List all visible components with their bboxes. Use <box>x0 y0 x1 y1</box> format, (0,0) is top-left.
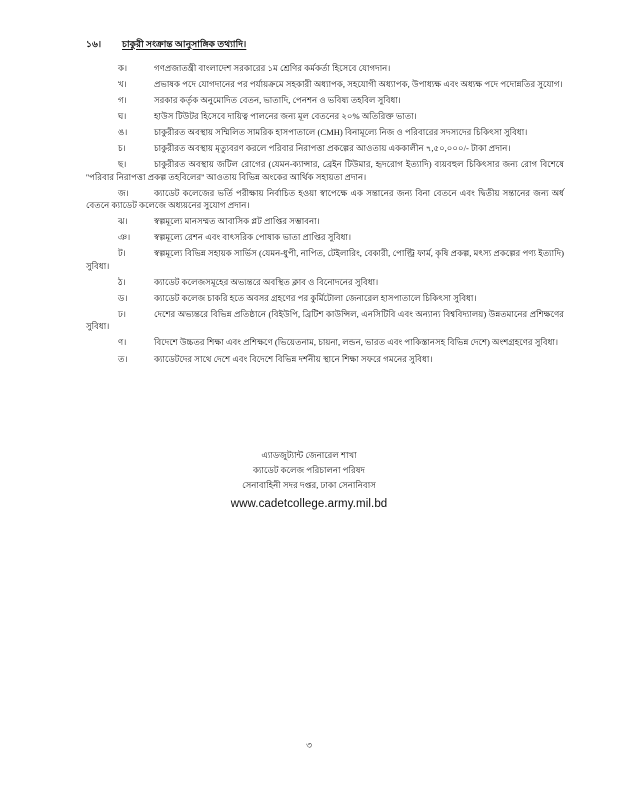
clause-item <box>86 94 564 106</box>
clause-marker: ঝ। <box>118 216 128 227</box>
clause-marker: জ। <box>118 187 129 198</box>
clause-text: সরকার কর্তৃক অনুমোদিত বেতন, ভাতাদি, পেনশন ও ভবিষ্য তহবিল সুবিধা। <box>154 95 401 106</box>
clause-marker: ঠ। <box>118 276 126 287</box>
section-heading <box>86 38 558 50</box>
clause-text: প্রভাষক পদে যোগদানের পর পর্যায়ক্রমে সহকারী অধ্যাপক, সহযোগী অধ্যাপক, উপাধ্যক্ষ এবং অধ্যক্ষ পদে পদোন্নতির সুযোগ। <box>154 79 563 90</box>
clause-item <box>86 215 564 227</box>
clause-text: বিদেশে উচ্চতর শিক্ষা এবং প্রশিক্ষণে (ভিয়েতনাম, চায়না, লন্ডন, ভারত এবং পাকিস্তানসহ বিভিন্ন দেশে) অংশগ্রহণের সুবিধা। <box>154 337 559 348</box>
clause-item <box>86 292 564 304</box>
clause-text: চাকুরীরত অবস্থায় মৃত্যুবরণ করলে পরিবার নিরাপত্তা প্রকল্পের আওতায় এককালীন ৭,৫০,০০০/- টাকা প্রদান। <box>154 143 511 154</box>
clause-text: স্বল্পমূল্যে রেশন এবং বাৎসরিক পোষাক ভাতা প্রাপ্তির সুবিধা। <box>154 232 352 243</box>
footer-address: সেনাবাহিনী সদর দপ্তর, ঢাকা সেনানিবাস <box>242 480 376 491</box>
clause-item <box>86 187 564 212</box>
clause-text: ক্যাডেটদের সাথে দেশে এবং বিদেশে বিভিন্ন দর্শনীয় স্থানে শিক্ষা সফরে গমনের সুবিধা। <box>154 353 433 364</box>
clause-item <box>86 158 564 183</box>
clause-marker: ণ। <box>118 337 127 348</box>
clause-marker: ট। <box>118 248 126 259</box>
clause-marker: খ। <box>118 79 127 90</box>
section-number: ১৬। <box>86 39 102 49</box>
clause-marker: ক। <box>118 63 128 73</box>
footer-office-branch: এ্যাডজুট্যান্ট জেনারেল শাখা <box>261 450 357 460</box>
clause-marker: চ। <box>118 143 126 154</box>
clause-text: ক্যাডেট কলেজসমূহের অভ্যন্তরে অবস্থিত ক্লাব ও বিনোদনের সুবিধা। <box>154 276 379 287</box>
clause-text: ক্যাডেট কলেজ চাকরি হতে অবসর গ্রহণের পর কুর্মিটোলা জেনারেল হাসপাতালে চিকিৎসা সুবিধা। <box>154 292 477 303</box>
clause-marker: ত। <box>118 353 128 364</box>
clause-item <box>86 276 564 288</box>
clause-marker: ঘ। <box>118 111 127 122</box>
clause-item <box>86 353 564 365</box>
clause-text: চাকুরীরত অবস্থায় সম্মিলিত সামরিক হাসপাতালে (CMH) বিনামূল্যে নিজ ও পরিবারের সদস্যদের চিকিৎসা সুবিধা। <box>154 127 528 138</box>
clause-item <box>86 78 564 90</box>
footer-website-url[interactable]: www.cadetcollege.army.mil.bd <box>230 498 388 511</box>
clause-text: গণপ্রজাতন্ত্রী বাংলাদেশ সরকারের ১ম শ্রেণির কর্মকর্তা হিসেবে যোগদান। <box>154 63 391 73</box>
clause-text: চাকুরীরত অবস্থায় জটিল রোগের (যেমন-ক্যান্সার, ব্রেইন টিউমার, হৃদরোগ ইত্যাদি) ব্যয়বহুল চিকিৎসার জন্য রোগ বিশেষে ''পরিবার নিরাপত্তা প্রকল্প তহবিলের'' আওতায় বিভিন্ন অংকের আর্থিক সহায়তা প্রদান। <box>86 159 564 182</box>
clause-text: হাউস টিউটর হিসেবে দায়িত্ব পালনের জন্য মূল বেতনের ২০% অতিরিক্ত ভাতা। <box>154 111 417 122</box>
clause-text: স্বল্পমূল্যে বিভিন্ন সহায়ক সার্ভিস (যেমন-ধুপী, নাপিত, টেইলারিং, বেকারী, পোল্ট্রি ফার্ম, কৃষি প্রকল্প, মৎস্য প্রকল্পের পণ্য ইত্যাদি) সুবিধা। <box>86 248 564 271</box>
clause-marker: ঙ। <box>118 127 128 138</box>
clause-item <box>86 62 564 74</box>
clause-item <box>86 231 564 243</box>
clause-item <box>86 110 564 122</box>
clause-marker: গ। <box>118 95 127 106</box>
clause-marker: ড। <box>118 292 128 303</box>
clause-text: স্বল্পমূল্যে মানসম্মত আবাসিক প্লট প্রাপ্তির সম্ভাবনা। <box>154 216 320 227</box>
section-title: চাকুরী সংক্রান্ত আনুসাঙ্গিক তথ্যাদি। <box>122 39 247 49</box>
clause-item <box>86 336 564 348</box>
footer-block <box>0 448 618 514</box>
clause-marker: ঢ। <box>118 308 126 319</box>
footer-council-name: ক্যাডেট কলেজ পরিচালনা পরিষদ <box>253 465 365 476</box>
clause-list <box>86 62 564 369</box>
clause-item <box>86 247 564 272</box>
clause-text: দেশের অভ্যন্তরে বিভিন্ন প্রতিষ্ঠানে (বিইউপি, ব্রিটিশ কাউন্সিল, এনসিটিবি এবং অন্যান্য বিশ্ববিদ্যালয়) উন্নতমানের প্রশিক্ষণের সুবিধা। <box>86 308 564 332</box>
clause-marker: ছ। <box>118 159 127 170</box>
page-number: ৩ <box>306 740 312 750</box>
clause-text: ক্যাডেট কলেজের ভর্তি পরীক্ষায় নির্বাচিত হওয়া স্বাপেক্ষে এক সন্তানের জন্য বিনা বেতনে এবং দ্বিতীয় সন্তানের জন্য অর্ধ বেতনে ক্যাডেট কলেজে অধ্যয়নের সুযোগ প্রদান। <box>86 187 564 211</box>
clause-item <box>86 142 564 154</box>
clause-item <box>86 308 564 333</box>
clause-marker: ঞ। <box>118 232 131 243</box>
clause-item <box>86 126 564 138</box>
